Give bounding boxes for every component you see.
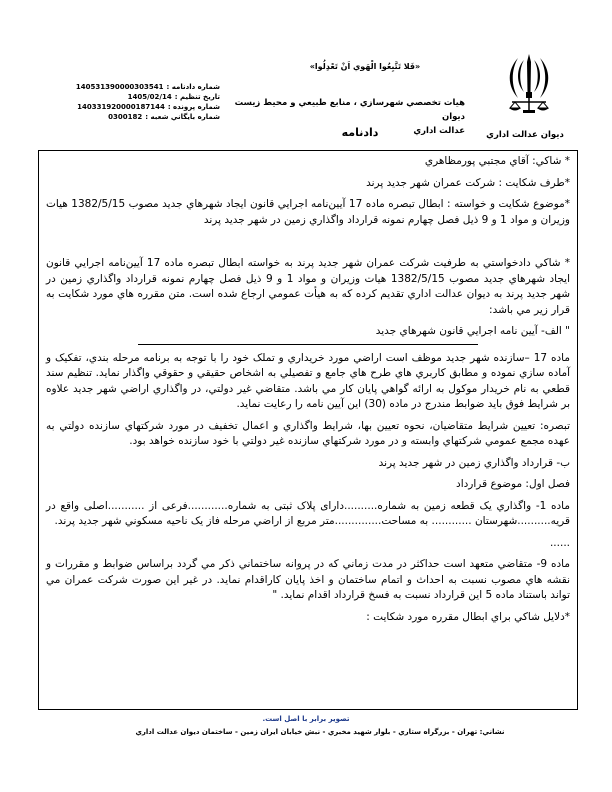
board-line-2: عدالت اداري [413,126,465,136]
section-a-heading: " الف- آيين نامه اجرايي قانون شهرهاي جديد [375,325,570,337]
quran-motto: «فَلا تَتَّبِعُوا الْهَوي اَنْ تَعْدِلُوا» [309,62,421,71]
chapter-1-heading: فصل اول: موضوع قرارداد [456,478,570,490]
meta-verdict-number: شماره دادنامه : 140531390000303541 [75,83,220,91]
petition-paragraph: * شاكي دادخواستي به طرفيت شركت عمران شهر جديد پرند به خواسته ابطال تبصره ماده 17 آيين‌نامه اجرايي قانون ايجاد شهرهاي جديد مصوب 1382/5/15 هيات وزيران و مواد 1 و 9 ذيل فصل چهارم نمونه قرارداد واگذاري زمين در شهر جديد پرند به ديوان عدالت اداري تقديم كرده كه به هيأت عمومي ارجاع شده است. متن مقرره هاي مورد شكايت به قرار زير مي باشد: [46,257,570,316]
meta-archive-number: شماره بايگاني شعبه : 0300182 [108,113,220,121]
court-name: ديوان عدالت اداري [486,130,564,140]
complainant: * شاكي: آقاي مجتبي پورمظاهري [424,155,570,167]
footer-address: نشاني: تهران - بزرگراه ستاري - بلوار شهيد مخبري - نبش خيابان ايران زمين - ساختمان ديوان عدالت اداري [135,728,505,736]
ellipsis: ...... [549,536,570,549]
certified-copy-stamp: تصوير برابر با اصل است. [262,715,350,723]
respondent: *طرف شكايت : شركت عمران شهر جديد پرند [366,176,570,189]
section-b-heading: ب- قرارداد واگذاري زمين در شهر جديد پرند [378,456,570,469]
meta-date: تاريخ تنظيم : 1405/02/14 [127,93,220,101]
meta-case-number: شماره پرونده : 140331920000187144 [77,103,220,111]
article-17-note: تبصره: تعيين شرايط متقاضيان، نحوه تعيين بها، شرايط واگذاري و اعمال تخفيف در مورد شرکتهاي سازنده دولتي به عهده مجمع عمومي شرکتهاي وابسته و در مورد شرکتهاي سازنده غير دولتي با خود سازنده خواهد بود. [46,419,570,447]
article-17: ماده 17 –سازنده شهر جديد موظف است اراضي مورد خريداري و تملک خود را با توجه به برنامه مرحله بندي، تفکيک و آماده سازي نموده و مطابق کاربري هاي طرح هاي جامع و تفصيلي به اشخاص حقيقي و حقوقي واگذار نمايد. تنظيم سند قطعي به نام خريدار موکول به ارائه گواهي پايان کار مي باشد. متقاضي غير دولتي، در واگذاري اراضي شهر جديد علاوه بر شرايط فوق بايد ضوابط مندرج در ماده (30) اين آيين نامه را رعايت نمايد. [46,351,570,410]
emblem-icon [506,52,552,114]
article-1: ماده 1- واگذاري يک قطعه زمين به شماره..........دارای پلاک ثبتی به شماره............فرعی از ...........اصلی واقع در قريه..........شهرستان ............ به مساحت..............متر مربع از اراضي مرحله فاز يک ناحيه مسكوني شهر جديد پرند. [46,499,570,527]
article-9: ماده 9- متقاضي متعهد است حداکثر در مدت زماني که در پروانه ساختماني ذکر مي گردد براساس ضوابط و مقررات و نقشه هاي مصوب نسبت به احداث و اتمام ساختمان و اخذ پايان کاراقدام نمايد. در غير اين صورت شرکت عمران مي تواند باستناد ماده 5 اين قرارداد نسبت به فسخ قرارداد اقدام نمايد. " [46,558,570,601]
board-line-1: هيات تخصصي شهرسازي ، منابع طبيعي و محيط زيست ديوان [234,98,465,122]
complaint-subject: *موضوع شكايت و خواسته : ابطال تبصره ماده 17 آيين‌نامه اجرايي قانون ايجاد شهرهاي جديد مصوب 1382/5/15 هيات وزيران و مواد 1 و 9 ذيل فصل چهارم نمونه قرارداد واگذاري زمين در شهر جديد پرند [46,198,570,226]
divider [138,344,478,345]
case-metadata [70,82,220,122]
verdict-body [46,154,570,625]
document-title: دادنامه [341,126,379,139]
reasons-heading: *دلايل شاكي براي ابطال مقرره مورد شكايت : [366,610,570,623]
